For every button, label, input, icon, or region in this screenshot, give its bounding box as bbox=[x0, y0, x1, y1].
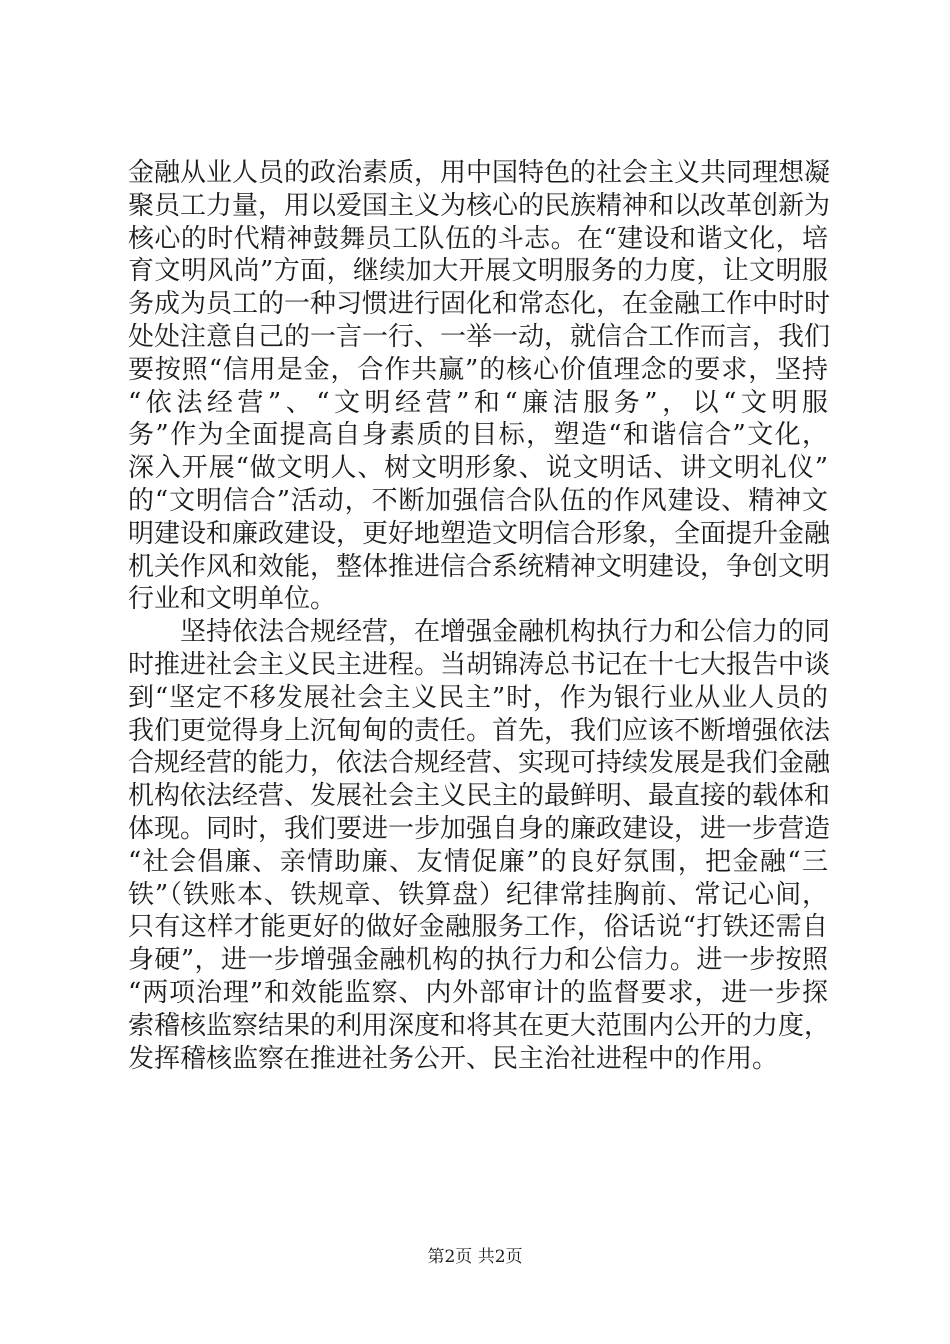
text-line: 坚持依法合规经营，在增强金融机构执行力和公信力的同 bbox=[180, 617, 831, 648]
text-line: “依法经营”、“文明经营”和“廉洁服务”，以“文明服 bbox=[128, 387, 828, 418]
text-line: 我们更觉得身上沉甸甸的责任。首先，我们应该不断增强依法 bbox=[128, 715, 831, 746]
text-line: 要按照“信用是金，合作共赢”的核心价值理念的要求，坚持 bbox=[128, 354, 828, 385]
document-body bbox=[128, 157, 831, 1075]
text-line: 铁”（铁账本、铁规章、铁算盘）纪律常挂胸前、常记心间， bbox=[128, 879, 828, 910]
text-line: 发挥稽核监察在推进社务公开、民主治社进程中的作用。 bbox=[128, 1043, 779, 1074]
text-line: 时推进社会主义民主进程。当胡锦涛总书记在十七大报告中谈 bbox=[128, 649, 831, 680]
text-line: 只有这样才能更好的做好金融服务工作，俗话说“打铁还需自 bbox=[128, 912, 828, 943]
text-line: 索稽核监察结果的利用深度和将其在更大范围内公开的力度， bbox=[128, 1010, 831, 1041]
text-line: “社会倡廉、亲情助廉、友情促廉”的良好氛围，把金融“三 bbox=[128, 846, 828, 877]
text-line: 到“坚定不移发展社会主义民主”时，作为银行业从业人员的 bbox=[128, 682, 828, 713]
text-line: 务成为员工的一种习惯进行固化和常态化，在金融工作中时时 bbox=[128, 289, 831, 320]
text-line: 行业和文明单位。 bbox=[128, 584, 337, 615]
text-line: 明建设和廉政建设，更好地塑造文明信合形象，全面提升金融 bbox=[128, 518, 831, 549]
page-footer: 第2页 共2页 bbox=[427, 1247, 523, 1267]
text-line: 处处注意自己的一言一行、一举一动，就信合工作而言，我们 bbox=[128, 321, 831, 352]
paragraph-2 bbox=[128, 616, 831, 1075]
text-line: 务”作为全面提高自身素质的目标，塑造“和谐信合”文化， bbox=[128, 420, 828, 451]
text-line: 育文明风尚”方面，继续加大开展文明服务的力度，让文明服 bbox=[128, 256, 828, 287]
text-line: 深入开展“做文明人、树文明形象、说文明话、讲文明礼仪” bbox=[128, 453, 828, 484]
text-line: 金融从业人员的政治素质，用中国特色的社会主义共同理想凝 bbox=[128, 158, 831, 188]
text-line: 体现。同时，我们要进一步加强自身的廉政建设，进一步营造 bbox=[128, 813, 831, 844]
text-line: 合规经营的能力，依法合规经营、实现可持续发展是我们金融 bbox=[128, 748, 831, 779]
text-line: 核心的时代精神鼓舞员工队伍的斗志。在“建设和谐文化，培 bbox=[128, 223, 828, 254]
text-line: “两项治理”和效能监察、内外部审计的监督要求，进一步探 bbox=[128, 977, 828, 1008]
text-line: 机构依法经营、发展社会主义民主的最鲜明、最直接的载体和 bbox=[128, 781, 831, 812]
text-line: 聚员工力量，用以爱国主义为核心的民族精神和以改革创新为 bbox=[128, 190, 831, 221]
text-line: 的“文明信合”活动，不断加强信合队伍的作风建设、精神文 bbox=[128, 485, 828, 516]
text-line: 机关作风和效能，整体推进信合系统精神文明建设，争创文明 bbox=[128, 551, 831, 582]
paragraph-1 bbox=[128, 157, 831, 616]
text-line: 身硬”，进一步增强金融机构的执行力和公信力。进一步按照 bbox=[128, 945, 828, 976]
